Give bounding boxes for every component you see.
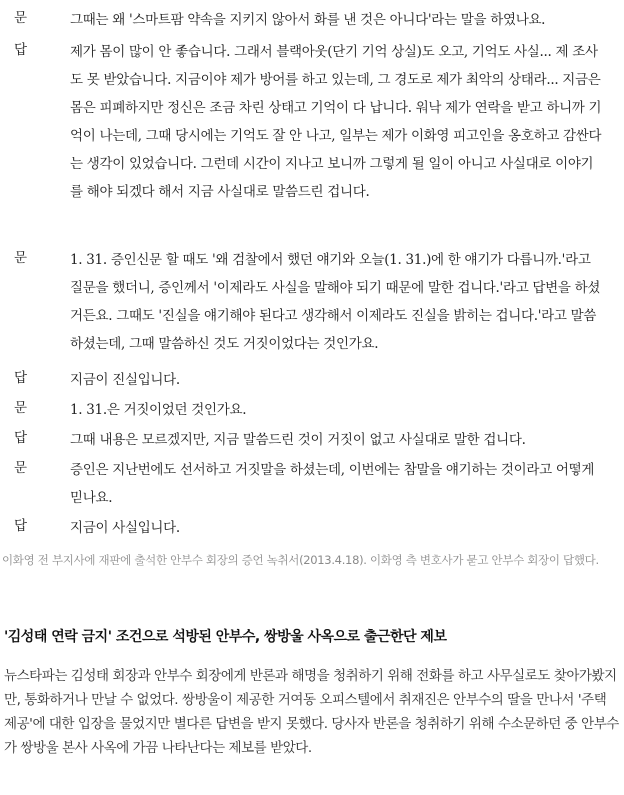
- question-marker: 문: [14, 400, 28, 416]
- question-marker: 문: [14, 10, 28, 26]
- question-marker: 문: [14, 460, 28, 476]
- answer-text: 제가 몸이 많이 안 좋습니다. 그래서 블랙아웃(단기 기억 상실)도 오고, 기억도 사실... 제 조사도 못 받았습니다. 지금이야 제가 방어를 하고 있는데, 그 경도로 제가 최악의 상태라... 지금은 몸은 피폐하지만 정신은 조금 차린 상태고 기억이 다 납니다. 워낙 제가 연락을 받고 하니까 기억이 나는데, 그때 당시에는 기억도 잘 안 나고, 일부는 제가 이화영 피고인을 옹호하고 감싼다는 생각이 있었습니다. 그런데 시간이 지나고 보니까 그렇게 될 일이 아니고 사실대로 이야기를 해야 되겠다 해서 지금 사실대로 말씀드린 겁니다.: [70, 44, 602, 200]
- answer-marker: 답: [14, 370, 28, 386]
- image-caption: 이화영 전 부지사에 재판에 출석한 안부수 회장의 증언 녹취서(2013.4.18). 이화영 측 변호사가 묻고 안부수 회장이 답했다.: [2, 553, 599, 567]
- question-text: 증인은 지난번에도 선서하고 거짓말을 하셨는데, 이번에는 참말을 얘기하는 것이라고 어떻게 믿나요.: [70, 462, 595, 506]
- question-text: 1. 31. 증인신문 할 때도 '왜 검찰에서 했던 얘기와 오늘(1. 31.)에 한 얘기가 다릅니까.'라고 질문을 했더니, 증인께서 '이제라도 사실을 말해야 되기 때문에 말한 겁니다.'라고 답변을 하셨거든요. 그때도 '진실을 얘기해야 된다고 생각해서 이제라도 진실을 밝히는 겁니다.'라고 말씀하셨는데, 그때 말씀하신 것도 거짓이었다는 것인가요.: [70, 252, 601, 352]
- article-paragraph: 뉴스타파는 김성태 회장과 안부수 회장에게 반론과 해명을 청취하기 위해 전화를 하고 사무실로도 찾아가봤지만, 통화하거나 만날 수 없었다. 쌍방울이 제공한 거여동 오피스텔에서 취재진은 안부수의 딸을 만나서 '주택 제공'에 대한 입장을 물었지만 별다른 답변을 받지 못했다. 당사자 반론을 청취하기 위해 수소문하던 중 안부수가 쌍방울 본사 사옥에 가끔 나타난다는 제보를 받았다.: [4, 668, 619, 756]
- answer-text: 그때 내용은 모르겠지만, 지금 말씀드린 것이 거짓이 없고 사실대로 말한 겁니다.: [70, 432, 526, 448]
- question-text: 그때는 왜 '스마트팜 약속을 지키지 않아서 화를 낸 것은 아니다'라는 말을 하였나요.: [70, 12, 546, 28]
- question-text: 1. 31.은 거짓이었던 것인가요.: [70, 402, 247, 418]
- answer-text: 지금이 진실입니다.: [70, 372, 180, 388]
- answer-marker: 답: [14, 518, 28, 534]
- answer-marker: 답: [14, 42, 28, 58]
- answer-text: 지금이 사실입니다.: [70, 520, 180, 536]
- section-headline: '김성태 연락 금지' 조건으로 석방된 안부수, 쌍방울 사옥으로 출근한단 제보: [4, 629, 447, 645]
- answer-marker: 답: [14, 430, 28, 446]
- question-marker: 문: [14, 250, 28, 266]
